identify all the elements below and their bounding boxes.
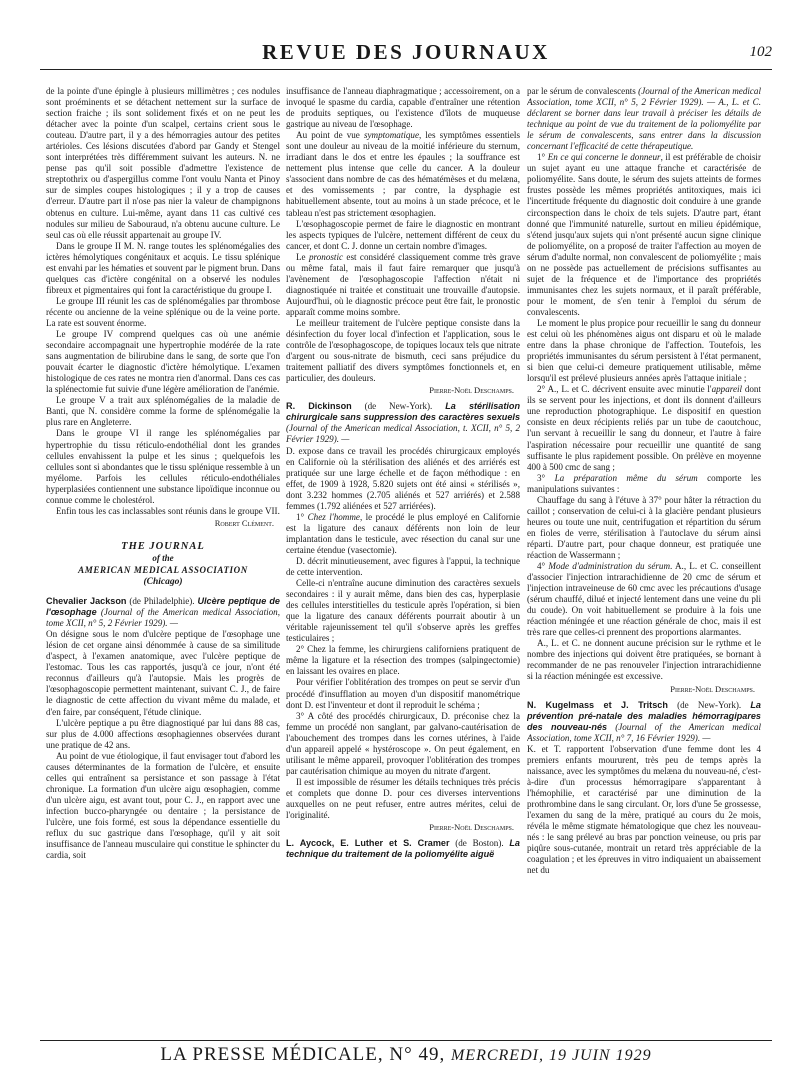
article bbox=[286, 838, 520, 860]
paragraph: Dans le groupe II M. N. range toutes les splénomégalies des ictères hémolytiques congénitaux et acquis. Le tissu splénique est envahi par les hématies et souvent par le pigment brun. Dans quelques cas d'ictère congénital on a observé les nodules fibreux et pigmentaires qui font la caractéristique du groupe I. bbox=[46, 240, 280, 295]
paragraph: 3° A côté des procédés chirurgicaux, D. préconise chez la femme un procédé non sanglant, par galvano-cautérisation de l'abouchement des trompes dans les cornes utérines, à l'aide d'un appareil appelé « hystéroscope ». On peut également, en utilisant le même appareil, provoquer l'oblitération des trompes par cautérisation chimique au moyen du nitrate d'argent. bbox=[286, 710, 520, 776]
text-run: Le bbox=[296, 251, 309, 262]
text-run: 2° A., L. et C. décrivent ensuite avec minutie l' bbox=[537, 384, 712, 395]
journal-heading: of the bbox=[152, 552, 174, 563]
journal-heading: AMERICAN MEDICAL ASSOCIATION bbox=[78, 564, 248, 575]
paragraph: L'œsophagoscopie permet de faire le diagnostic en montrant les aspects typiques de l'ulcère, nettement différent de ceux du cancer, et dont C. J. donne un certain nombre d'images. bbox=[286, 218, 520, 251]
paragraph: D. expose dans ce travail les procédés chirurgicaux employés en Californie où la stérilisation des aliénés et des arriérés est pratiquée sur une large échelle et de façon méthodique : en effet, de 1909 à 1928, 5.820 sujets ont été ainsi « stérilisés », dont 3.232 hommes (2.705 aliénés et 527 arriérés) et 2.588 femmes (1.792 aliénées et 527 arriérées). bbox=[286, 445, 520, 511]
paragraph: de la pointe d'une épingle à plusieurs millimètres ; ces nodules sont proéminents et se détachent nettement sur la surface de section fraiche ; ils sont solidement fixés et on ne peut les détacher avec la pointe d'un scalpel, certains crient sous le couteau. D'autre part, il y a des hémorragies autour des petites artérioles. Ces lésions discutées d'abord par Gandy et Stengel sont interprétées très différemment suivant les auteurs. N. ne pense pas qu'il soit possible d'admettre l'existence de streptothrix ou d'aspergillus comme l'ont voulu Nanta et Pinoy sur de simples coupes histologiques ; il y a trop de causes d'erreur. D'autre part il n'ose pas nier la valeur de champignons obtenus en culture. Lui-même, ayant dans 11 cas cultivé ces nodules sur milieu de Sabouraud, n'a obtenu aucune culture. Le seul cas où elle réussit appartenait au groupe IV. bbox=[46, 86, 280, 240]
text-run: (Journal of the American medical Association, tome XCII, n° 5, 2 Février 1929). — A., L. et C. déclarent se borner dans leur travail à préciser les détails de technique au point de vue du traitement de la poliomyélite par le sérum de convalescents, sans entrer dans la discussion concernant l'efficacité de cette thérapeutique. bbox=[527, 86, 761, 152]
paragraph: Enfin tous les cas inclassables sont réunis dans le groupe VII. bbox=[56, 505, 280, 516]
article-author: R. Dickinson bbox=[286, 401, 352, 412]
paragraph: On désigne sous le nom d'ulcère peptique de l'œsophage une lésion de cet organe ainsi dénommée à cause de sa similitude d'aspect, à l'examen anatomique, avec l'ulcère peptique de l'estomac. Tous les cas rapportés, jusqu'à ce jour, n'ont été reconnus d'ailleurs qu'à l'autopsie. Mais les progrès de l'œsophagoscopie permettent maintenant, suivant C. J., de faire le diagnostic de cette affection du vivant même du malade, et d'en faire, par conséquent, l'étude clinique. bbox=[46, 629, 280, 717]
author-signature: Pierre-Noël Deschamps. bbox=[429, 822, 514, 833]
text-run: La préparation même du sérum bbox=[554, 472, 698, 483]
running-title: REVUE DES JOURNAUX bbox=[262, 40, 550, 64]
paragraph: 2° Chez la femme, les chirurgiens californiens pratiquent de même la ligature et la résection des trompes (salpingectomie) en laissant les ovaires en place. bbox=[286, 644, 520, 677]
paragraph: K. et T. rapportent l'observation d'une femme dont les 4 premiers enfants moururent, très peu de temps après la naissance, avec les symptômes du melæna du nouveau-né, c'est-à-dire d'un processus hémorragipare s'apparentant à l'hémophilie, et caractérisé par une diminution de la prothrombine dans le sang circulant. Or, lors d'une 5e grossesse, l'examen du sang de la mère, pratiqué au cours du 2e mois, révéla le même stigmate hématologique que chez les nouveau-nés : le sang prélevé au bras par ponction veineuse, ou pris par piqûre sous-cutanée, montrait un retard très appréciable de la coagulation ; et les épreuves in vitro indiquaient un abaissement net du bbox=[527, 743, 761, 876]
article-reference: (Journal of the American medical Association, t. XCII, n° 5, 2 Février 1929). — bbox=[286, 423, 520, 445]
article-author: Chevalier Jackson bbox=[46, 596, 127, 607]
paragraph: Le moment le plus propice pour recueillir le sang du donneur est celui où les phénomènes aigus ont disparu et où le malade entre dans la phase chronique de l'affection. Toutefois, les propriétés immunisantes du sérum persistent à l'état permanent, si bien que celui-ci demeure pratiquement utilisable, même lorsqu'il est prélevé plusieurs années après l'attaque initiale ; bbox=[527, 317, 761, 384]
article-reference: (Journal of the American medical Association, tome XCII, n° 7, 16 Février 1929). — bbox=[527, 721, 761, 743]
paragraph bbox=[527, 86, 761, 152]
article-title: Ulcère peptique de l'œsophage bbox=[46, 596, 280, 618]
article-author: L. Aycock, E. Luther et S. Cramer bbox=[286, 838, 450, 849]
text-run: 3° bbox=[537, 472, 555, 483]
page-footer bbox=[40, 1040, 772, 1070]
paragraph: L'ulcère peptique a pu être diagnostiqué par lui dans 88 cas, sur plus de 4.000 affections œsophagiennes observées durant une pratique de 42 ans. bbox=[46, 717, 280, 750]
text-run: Chez l'homme bbox=[307, 511, 360, 522]
article-reference: (Journal of the American medical Association, tome XCII, n° 5, 2 Février 1929). — bbox=[46, 607, 280, 629]
paragraph: insuffisance de l'anneau diaphragmatique ; accessoirement, on a invoqué le spasme du cardia, capable d'entraîner une rétention de produits septiques, ou l'existence d'îlots de muqueuse gastrique au niveau de l'œsophage. bbox=[286, 86, 520, 130]
paragraph: Le groupe III réunit les cas de splénomégalies par thrombose récente ou ancienne de la veine splénique ou de la veine porte. La rate est souvent énorme. bbox=[46, 295, 280, 328]
article-place: (de Boston). bbox=[449, 838, 510, 849]
text-run: , il est préférable de choisir un sujet ayant eu une attaque franche et caractérisée de poliomyélite. Sans doute, le sérum des sujets atteints de formes frustes possède les mêmes propriétés antitoxiques, mais ici l'incertitude fréquente du diagnostic doit conduire à une grande circonspection dans le choix de tels sujets. D'autre part, étant donné que l'immunité naturelle, surtout en milieu épidémique, s'étend jusqu'aux sujets qui n'ont présenté aucun signe clinique de poliomyélite, on a proposé de traiter l'affection au moyen de sérum d'adulte normal, non convalescent de poliomyélite ; mais on ne possède pas actuellement de précisions suffisantes au sujet de la fréquence et de l'importance des propriétés immunisantes chez les sujets normaux, et il paraît préférable, pour le moment, de s'en tenir à l'emploi du sérum de convalescents. bbox=[527, 152, 761, 317]
article-header bbox=[286, 838, 520, 860]
article bbox=[286, 401, 520, 833]
paragraph: Celle-ci n'entraîne aucune diminution des caractères sexuels secondaires : il y aurait même, dans bien des cas, hyperplasie des cellules interstitielles du testicule après l'opération, si bien que la ligature des canaux déférents pourrait aboutir à un véritable rajeunissement tel qu'il s'observe après les greffes testiculaires ; bbox=[286, 578, 520, 644]
column-3 bbox=[527, 86, 761, 1036]
text-run: . A., L. et C. conseillent d'associer l'injection intrarachidienne de 20 cmc de sérum et l'injection intraveineuse de 60 cmc avec les précautions d'usage (sérum chauffé, dilué et injecté lentement dans une veine du pli du coude). On voit habituellement se produire à la fois une réaction méningée et une réaction générale de choc, mais il est très rare que celles-ci prennent des proportions alarmantes. bbox=[527, 561, 761, 638]
footer-text bbox=[40, 1044, 772, 1066]
paragraph bbox=[286, 252, 520, 318]
article-place: (de Philadelphie). bbox=[126, 596, 198, 607]
paragraph bbox=[286, 512, 520, 556]
text-run: Au point de vue bbox=[296, 130, 364, 141]
paragraph bbox=[527, 473, 761, 495]
article-place: (de New-York). bbox=[667, 699, 751, 710]
article-header bbox=[46, 596, 280, 629]
footer-date: MERCREDI, 19 JUIN 1929 bbox=[450, 1047, 652, 1064]
article bbox=[46, 596, 280, 861]
column-1 bbox=[46, 86, 280, 1036]
paragraph: D. décrit minutieusement, avec figures à l'appui, la technique de cette intervention. bbox=[286, 555, 520, 578]
text-run: 4° bbox=[537, 561, 549, 572]
text-run: appareil bbox=[711, 384, 743, 395]
text-run: est considéré classiquement comme très grave ou même fatal, mais il faut faire remarquer que jusqu'à l'avènement de l'œsophagoscopie l'affection n'était ni diagnostiquée ni traitée et constituait une trouvaille d'autopsie. Aujourd'hui, où le diagnostic précoce peut être fait, le pronostic apparaît comme moins sombre. bbox=[286, 251, 520, 317]
page-header bbox=[40, 38, 772, 74]
page-number: 102 bbox=[749, 44, 772, 60]
journal-heading: THE JOURNAL bbox=[121, 540, 205, 552]
paragraph bbox=[527, 561, 761, 638]
journal-heading: (Chicago) bbox=[143, 577, 183, 588]
text-run: pronostic bbox=[309, 251, 344, 262]
text-run: , le procédé le plus employé en Californie est la ligature des canaux déférents non loin de leur implantation dans le testicule, avec résection du canal sur une certaine étendue (vasectomie). bbox=[286, 511, 520, 555]
text-run: symptomatique bbox=[363, 130, 420, 141]
paragraph: Le groupe V a trait aux splénomégalies de la maladie de Banti, que N. considère comme la forme de splénomégalie la plus rare en Angleterre. bbox=[46, 395, 280, 428]
paragraph: Au point de vue étiologique, il faut envisager tout d'abord les causes déterminantes de la formation de l'ulcère, et ensuite celles qui entraînent sa persistance et son passage à l'état chronique. La formation d'un ulcère aigu œsophagien, comme d'un ulcère aigu, est avant tout, pour C. J., en rapport avec une infection bucco-pharyngée ou dentaire ; la persistance de l'ulcère, une fois formé, est sous la dépendance essentielle du reflux du suc gastrique dans l'œsophage, qu'il y ait soit insuffisance de l'anneau musculaire qui constitue le sphincter du cardia, soit bbox=[46, 750, 280, 861]
paragraph: Le meilleur traitement de l'ulcère peptique consiste dans la désinfection du foyer local d'infection et l'application, sous le contrôle de l'œsophagoscope, de topiques locaux tels que nitrate d'argent ou sous-nitrate de bismuth, ceci sans préjudice du traitement palliatif des divers symptômes fonctionnels et, en particulier, des douleurs. bbox=[286, 317, 520, 384]
article-header bbox=[286, 401, 520, 445]
paragraph: Le groupe IV comprend quelques cas où une anémie secondaire accompagnait une hypertrophie modérée de la rate sans augmentation de bilirubine dans le sang, de sorte que l'on pouvait écarter le diagnostic d'ictère hémolytique. L'examen histologique de ces rates ne montra rien d'anormal. Dans ces cas la splénectomie fut suivie d'une légère amélioration de l'anémie. bbox=[46, 329, 280, 395]
text-run: 1° bbox=[537, 152, 548, 163]
author-signature: Pierre-Noël Deschamps. bbox=[429, 385, 514, 396]
column-2 bbox=[286, 86, 520, 1036]
paragraph: Chauffage du sang à l'étuve à 37° pour hâter la rétraction du caillot ; conservation de celui-ci à la glacière pendant plusieurs heures ou toute une nuit, centrifugation et répartition du sérum en fioles de verre, stérilisation à l'autoclave du sérum ainsi réparti. D'autre part, pour chaque donneur, est pratiquée une réaction de Wassermann ; bbox=[527, 494, 761, 560]
article-title: La stérilisation chirurgicale sans suppression des caractères sexuels bbox=[286, 401, 520, 423]
text-run: 1° bbox=[296, 511, 308, 522]
paragraph: Pour vérifier l'oblitération des trompes on peut se servir d'un procédé d'insufflation au moyen d'un dispositif manométrique dont D. est l'inventeur et dont il reproduit le schéma ; bbox=[286, 677, 520, 710]
footer-rule bbox=[40, 1040, 772, 1041]
header-rule bbox=[40, 69, 772, 70]
paragraph: Dans le groupe VI il range les splénomégalies par hypertrophie du tissu réticulo-endothélial dont les grandes cellules envahissent la pulpe et les sinus ; quelquefois les cellules sont si abondantes que le tissu splénique ressemble à un myélome. Parfois les cellules réticulo-endothéliales hyperplasiées contiennent une substance lipoïdique inconnue ou connue comme le cholestérol. bbox=[46, 428, 280, 505]
paragraph bbox=[286, 130, 520, 218]
author-signature: Pierre-Noël Deschamps. bbox=[670, 683, 755, 694]
text-run: dont ils se servent pour les injections, et dont ils donnent d'ailleurs une reproduction photographique. Le dispositif en question consiste en deux récipients reliés par un tube de caoutchouc, l'un servant à recueillir le sang du donneur, et l'autre à faire l'aspiration nécessaire pour recueillir une quantité de sang suffisante le plus rapidement possible. On prélève en moyenne 400 à 500 cmc de sang ; bbox=[527, 384, 761, 472]
author-signature: Robert Clément. bbox=[214, 517, 274, 528]
article-title: La prévention pré-natale des maladies hémorragipares des nouveau-nés bbox=[527, 699, 761, 732]
article-title: La technique du traitement de la poliomyélite aiguë bbox=[286, 838, 520, 860]
paragraph bbox=[527, 152, 761, 318]
article bbox=[527, 700, 761, 877]
article-place: (de New-York). bbox=[351, 401, 446, 412]
article-header bbox=[527, 700, 761, 744]
paragraph: Il est impossible de résumer les détails techniques très précis et complets que donne D. pour ces diverses interventions auxquelles on ne peut refuser, entre autres mérites, celui de l'originalité. bbox=[286, 776, 520, 821]
text-run: Mode d'administration du sérum bbox=[548, 561, 671, 572]
text-run: comporte les manipulations suivantes : bbox=[527, 472, 761, 494]
text-run: En ce qui concerne le donneur bbox=[547, 152, 661, 163]
text-run: , les symptômes essentiels sont une douleur au niveau de la moitié inférieure du sternum, irradiant dans le dos et entre les épaules ; la souffrance est nettement plus intense que celle du cancer. A la douleur s'associent dans nombre de cas des hématémèses et du melæna, et des vomissements ; par contre, la dysphagie est habituellement absente, tout au moins à un stade précoce, et le tableau n'est pas strictement œsophagien. bbox=[286, 130, 520, 218]
paragraph: A., L. et C. ne donnent aucune précision sur le rythme et le nombre des injections qui doivent être pratiquées, se bornant à recommander de ne pas renouveler l'injection intrarachidienne si la réaction méningée est excessive. bbox=[527, 638, 761, 682]
article-author: N. Kugelmass et J. Tritsch bbox=[527, 699, 668, 710]
paragraph bbox=[527, 384, 761, 472]
article-title-continued: par le sérum de convalescents bbox=[527, 86, 636, 96]
footer-journal: LA PRESSE MÉDICALE, N° 49, bbox=[160, 1044, 446, 1065]
